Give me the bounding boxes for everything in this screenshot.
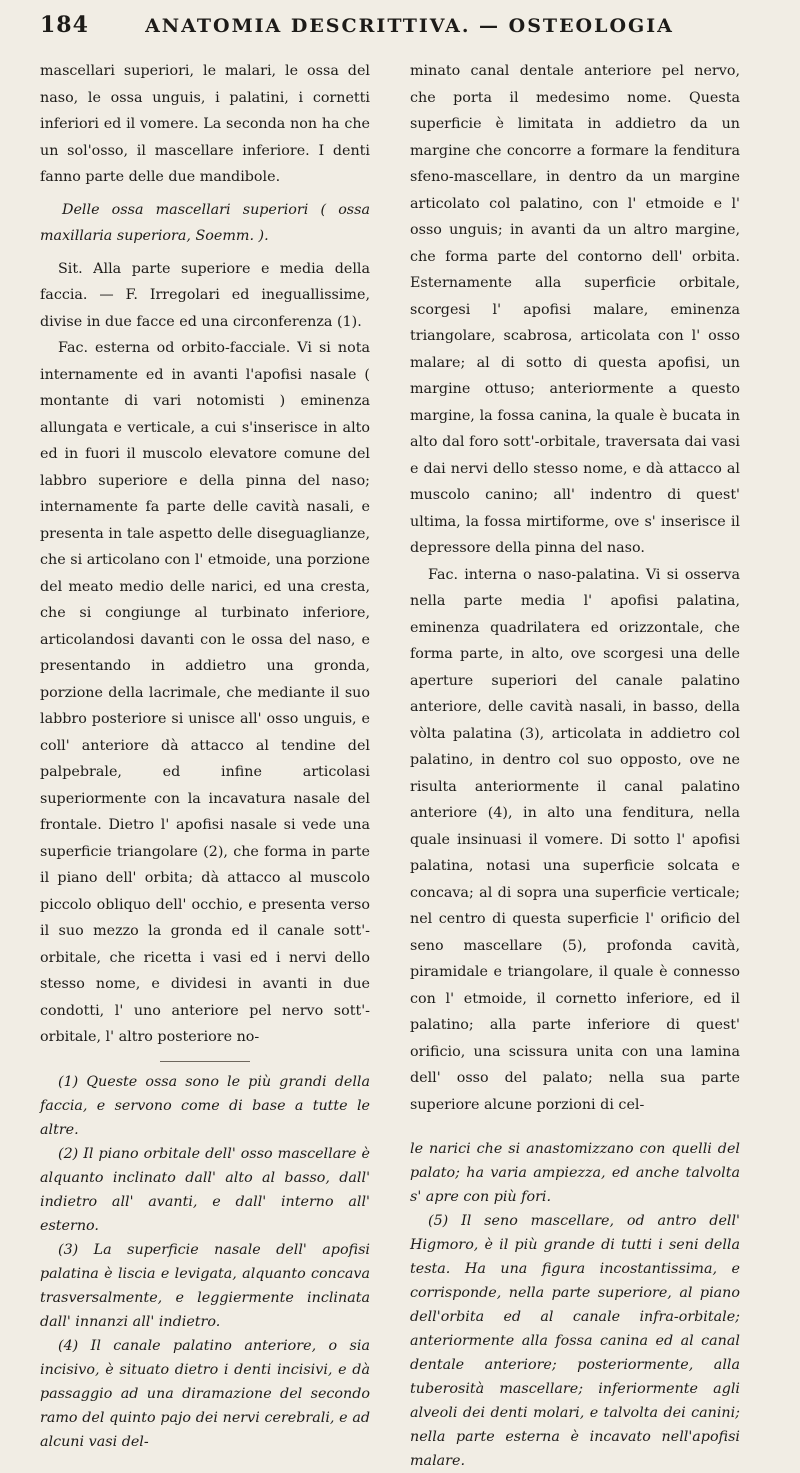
- page-header: [40, 12, 730, 42]
- left-column: [40, 58, 370, 1454]
- paragraph: minato canal dentale anteriore pel nervo, che porta il medesimo nome. Questa superficie è limitata in addietro da un margine che concorre a formare la fenditura sfeno-mascellare, in dentro da un margine articolato col palatino, con l' etmoide e l' osso unguis; in avanti da un altro margine, che forma parte del contorno dell' orbita. Esternamente alla superficie orbitale, scorgesi l' apofisi malare, eminenza triangolare, scabrosa, articolata con l' osso malare; al di sotto di questa apofisi, un margine ottuso; anteriormente a questo margine, la fossa canina, la quale è bucata in alto dal foro sott'-orbitale, traversata dai vasi e dai nervi dello stesso nome, e dà attacco al muscolo canino; all' indentro di quest' ultima, la fossa mirtiforme, ove s' inserisce il depressore della pinna del naso.: [410, 63, 740, 556]
- paragraph: Fac. interna o naso-palatina. Vi si osserva nella parte media l' apofisi palatina, eminenza quadrilatera ed orizzontale, che forma parte, in alto, ove scorgesi una delle aperture superiori del canale palatino anteriore, delle cavità nasali, in basso, della vòlta palatina (3), articolata in addietro col palatino, in dentro col suo opposto, ove ne risulta anteriormente il canal palatino anteriore (4), in alto una fenditura, nella quale insinuasi il vomere. Di sotto l' apofisi palatina, notasi una superficie solcata e concava; al di sopra una superficie verticale; nel centro di questa superficie l' orificio del seno mascellare (5), profonda cavità, piramidale e triangolare, il quale è connesso con l' etmoide, il cornetto inferiore, ed il palatino; alla parte inferiore di quest' orificio, una scissura unita con una lamina dell' osso del palato; nella sua parte superiore alcune porzioni di cel-: [410, 566, 740, 1113]
- footnote: (2) Il piano orbitale dell' osso mascellare è alquanto inclinato dall' alto al basso, dall' indietro all' avanti, e dall' interno all' esterno.: [40, 1145, 370, 1234]
- footnote: (1) Queste ossa sono le più grandi della faccia, e servono come di base a tutte le altre.: [40, 1073, 370, 1138]
- footnote: le narici che si anastomizzano con quelli del palato; ha varia ampiezza, ed anche talvolta s' apre con più fori.: [410, 1141, 740, 1205]
- footnote: (4) Il canale palatino anteriore, o sia incisivo, è situato dietro i denti incisivi, e dà passaggio ad una diramazione del secondo ramo del quinto pajo dei nervi cerebrali, e ad alcuni vasi del-: [40, 1337, 370, 1450]
- running-head: ANATOMIA DESCRITTIVA. — OSTEOLOGIA: [145, 15, 674, 37]
- footnotes: [40, 1070, 370, 1454]
- footnote: (3) La superficie nasale dell' apofisi palatina è liscia e levigata, alquanto concava trasversalmente, e leggiermente inclinata dall' innanzi all' indietro.: [40, 1241, 370, 1330]
- footnote: (5) Il seno mascellare, od antro dell' Higmoro, è il più grande di tutti i seni della testa. Ha una figura incostantissima, e corrisponde, nella parte superiore, al piano dell'orbita ed al canale infra-orbitale; anteriormente alla fossa canina ed al canal dentale anteriore; posteriormente, alla tuberosità mascellare; inferiormente agli alveoli dei denti molari, e talvolta dei canini; nella parte esterna è incavato nell'apofisi malare.: [410, 1213, 740, 1469]
- footnotes: [410, 1137, 740, 1473]
- paragraph: mascellari superiori, le malari, le ossa del naso, le ossa unguis, i palatini, i cornetti inferiori ed il vomere. La seconda non ha che un sol'osso, il mascellare inferiore. I denti fanno parte delle due mandibole.: [40, 63, 370, 185]
- paragraph: Sit. Alla parte superiore e media della faccia. — F. Irregolari ed ineguallissime, divise in due facce ed una circonferenza (1).: [40, 260, 370, 330]
- section-heading: Delle ossa mascellari superiori ( ossa maxillaria superiora, Soemm. ).: [40, 201, 370, 244]
- right-column: [410, 58, 740, 1473]
- footnote-rule: [160, 1061, 250, 1062]
- page-number: 184: [40, 12, 89, 38]
- paragraph: Fac. esterna od orbito-facciale. Vi si nota internamente ed in avanti l'apofisi nasale ( montante di vari notomisti ) eminenza allungata e verticale, a cui s'inserisce in alto ed in fuori il muscolo elevatore comune del labbro superiore e della pinna del naso; internamente fa parte delle cavità nasali, e presenta in tale aspetto delle diseguaglianze, che si articolano con l' etmoide, una porzione del meato medio delle narici, ed una cresta, che si congiunge al turbinato inferiore, articolandosi davanti con le ossa del naso, e presentando in addietro una gronda, porzione della lacrimale, che mediante il suo labbro posteriore si unisce all' osso unguis, e coll' anteriore dà attacco al tendine del palpebrale, ed infine articolasi superiormente con la incavatura nasale del frontale. Dietro l' apofisi nasale si vede una superficie triangolare (2), che forma in parte il piano dell' orbita; dà attacco al muscolo piccolo obliquo dell' occhio, e presenta verso il suo mezzo la gronda ed il canale sott'-orbitale, che ricetta i vasi ed i nervi dello stesso nome, e dividesi in avanti in due condotti, l' uno anteriore pel nervo sott'-orbitale, l' altro posteriore no-: [40, 340, 370, 1045]
